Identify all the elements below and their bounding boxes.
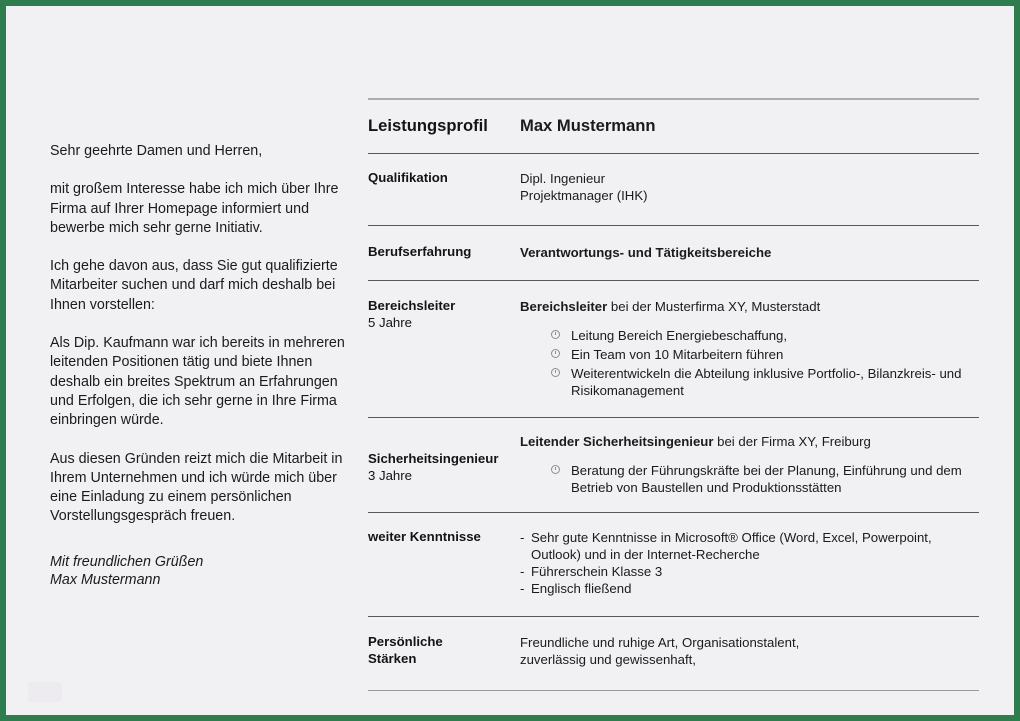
list-item xyxy=(551,346,979,363)
staerken-label-line-1: Persönliche xyxy=(368,634,443,649)
sicherheitsingenieur-position-line xyxy=(520,433,979,450)
sicherheitsingenieur-label xyxy=(368,433,520,484)
staerken-label xyxy=(368,634,520,667)
list-item-text: Sehr gute Kenntnisse in Microsoft® Office (Word, Excel, Powerpoint, Outlook) und in der Internet-Recherche xyxy=(531,530,932,562)
table-bottom-rule xyxy=(368,690,979,691)
letter-paragraph-3: Als Dip. Kaufmann war ich bereits in mehreren leitenden Positionen tätig und biete Ihnen deshalb ein breites Spektrum an Erfahrungen und Erfolgen, die ich sehr gerne in Ihre Firma einbringen würde. xyxy=(50,335,345,429)
dash-bullet-icon: - xyxy=(520,564,525,579)
list-item-text: Führerschein Klasse 3 xyxy=(531,564,663,579)
circle-bullet-icon xyxy=(551,465,560,474)
list-item xyxy=(551,327,979,344)
list-item xyxy=(520,529,979,563)
letter-paragraph-2: Ich gehe davon aus, dass Sie gut qualifizierte Mitarbeiter suchen und darf mich deshalb bei Ihnen vorstellen: xyxy=(50,258,338,313)
list-item-text: Englisch fließend xyxy=(531,581,632,596)
sicherheitsingenieur-position-rest: bei der Firma XY, Freiburg xyxy=(713,434,871,449)
bereichsleiter-position-bold: Bereichsleiter xyxy=(520,299,608,314)
sicherheitsingenieur-label-title: Sicherheitsingenieur xyxy=(368,451,499,466)
list-item-text: Weiterentwickeln die Abteilung inklusive Portfolio-, Bilanzkreis- und Risikomanagement xyxy=(571,366,962,398)
kenntnisse-label: weiter Kenntnisse xyxy=(368,529,481,544)
qualifikation-value xyxy=(520,170,979,204)
berufserfahrung-label: Berufserfahrung xyxy=(368,244,472,259)
berufserfahrung-value xyxy=(520,244,979,261)
cover-letter xyxy=(50,142,355,609)
list-item xyxy=(551,365,979,399)
letter-salutation: Sehr geehrte Damen und Herren, xyxy=(50,143,263,159)
closing-signature-name: Max Mustermann xyxy=(50,572,161,589)
scan-artifact xyxy=(28,682,62,702)
bereichsleiter-position-line xyxy=(520,298,979,315)
table-row-header xyxy=(368,100,979,153)
profile-person-name: Max Mustermann xyxy=(520,116,656,135)
berufserfahrung-value-text: Verantwortungs- und Tätigkeitsbereiche xyxy=(520,245,772,260)
qualifikation-label: Qualifikation xyxy=(368,170,448,185)
document-page xyxy=(6,6,1014,715)
bereichsleiter-bullet-list xyxy=(520,327,979,399)
bereichsleiter-value xyxy=(520,298,979,401)
list-item-text: Beratung der Führungskräfte bei der Planung, Einführung und dem Betrieb von Baustellen und Produktionsstätten xyxy=(571,463,962,495)
list-item-text: Leitung Bereich Energiebeschaffung, xyxy=(571,328,788,343)
sicherheitsingenieur-value xyxy=(520,433,979,498)
letter-closing xyxy=(50,553,355,590)
circle-bullet-icon xyxy=(551,330,560,339)
dash-bullet-icon: - xyxy=(520,530,525,545)
closing-greeting: Mit freundlichen Grüßen xyxy=(50,553,204,570)
bereichsleiter-label-duration: 5 Jahre xyxy=(368,314,412,330)
list-item xyxy=(520,580,979,597)
bereichsleiter-position-rest: bei der Musterfirma XY, Musterstadt xyxy=(607,299,821,314)
table-row-qualifikation xyxy=(368,154,979,225)
staerken-value xyxy=(520,634,979,668)
kenntnisse-list xyxy=(520,529,979,597)
sicherheitsingenieur-position-bold: Leitender Sicherheitsingenieur xyxy=(520,434,714,449)
list-item xyxy=(520,563,979,580)
staerken-line-1: Freundliche und ruhige Art, Organisationstalent, xyxy=(520,635,800,650)
dash-bullet-icon: - xyxy=(520,581,525,596)
list-item xyxy=(551,462,979,496)
staerken-label-line-2: Stärken xyxy=(368,650,417,666)
table-row-bereichsleiter xyxy=(368,281,979,417)
qualifikation-line-1: Dipl. Ingenieur xyxy=(520,171,606,186)
bereichsleiter-label-title: Bereichsleiter xyxy=(368,298,456,313)
table-row-persoenliche-staerken xyxy=(368,617,979,690)
list-item-text: Ein Team von 10 Mitarbeitern führen xyxy=(571,347,784,362)
table-row-kenntnisse xyxy=(368,513,979,616)
table-row-sicherheitsingenieur xyxy=(368,418,979,512)
sicherheitsingenieur-label-duration: 3 Jahre xyxy=(368,467,412,483)
letter-paragraph-1: mit großem Interesse habe ich mich über Ihre Firma auf Ihrer Homepage informiert und bewerbe mich sehr gerne Initiativ. xyxy=(50,181,339,236)
circle-bullet-icon xyxy=(551,368,560,377)
bereichsleiter-label xyxy=(368,298,520,331)
staerken-line-2: zuverlässig und gewissenhaft, xyxy=(520,652,696,667)
kenntnisse-value xyxy=(520,529,979,597)
table-row-berufserfahrung xyxy=(368,226,979,280)
circle-bullet-icon xyxy=(551,349,560,358)
sicherheitsingenieur-bullet-list xyxy=(520,462,979,496)
qualifikation-line-2: Projektmanager (IHK) xyxy=(520,188,648,203)
profile-title-label: Leistungsprofil xyxy=(368,116,488,135)
letter-paragraph-4: Aus diesen Gründen reizt mich die Mitarbeit in Ihrem Unternehmen und ich würde mich über eine Einladung zu einem persönlichen Vorstellungsgespräch freuen. xyxy=(50,450,343,525)
leistungsprofil-table xyxy=(368,98,979,691)
